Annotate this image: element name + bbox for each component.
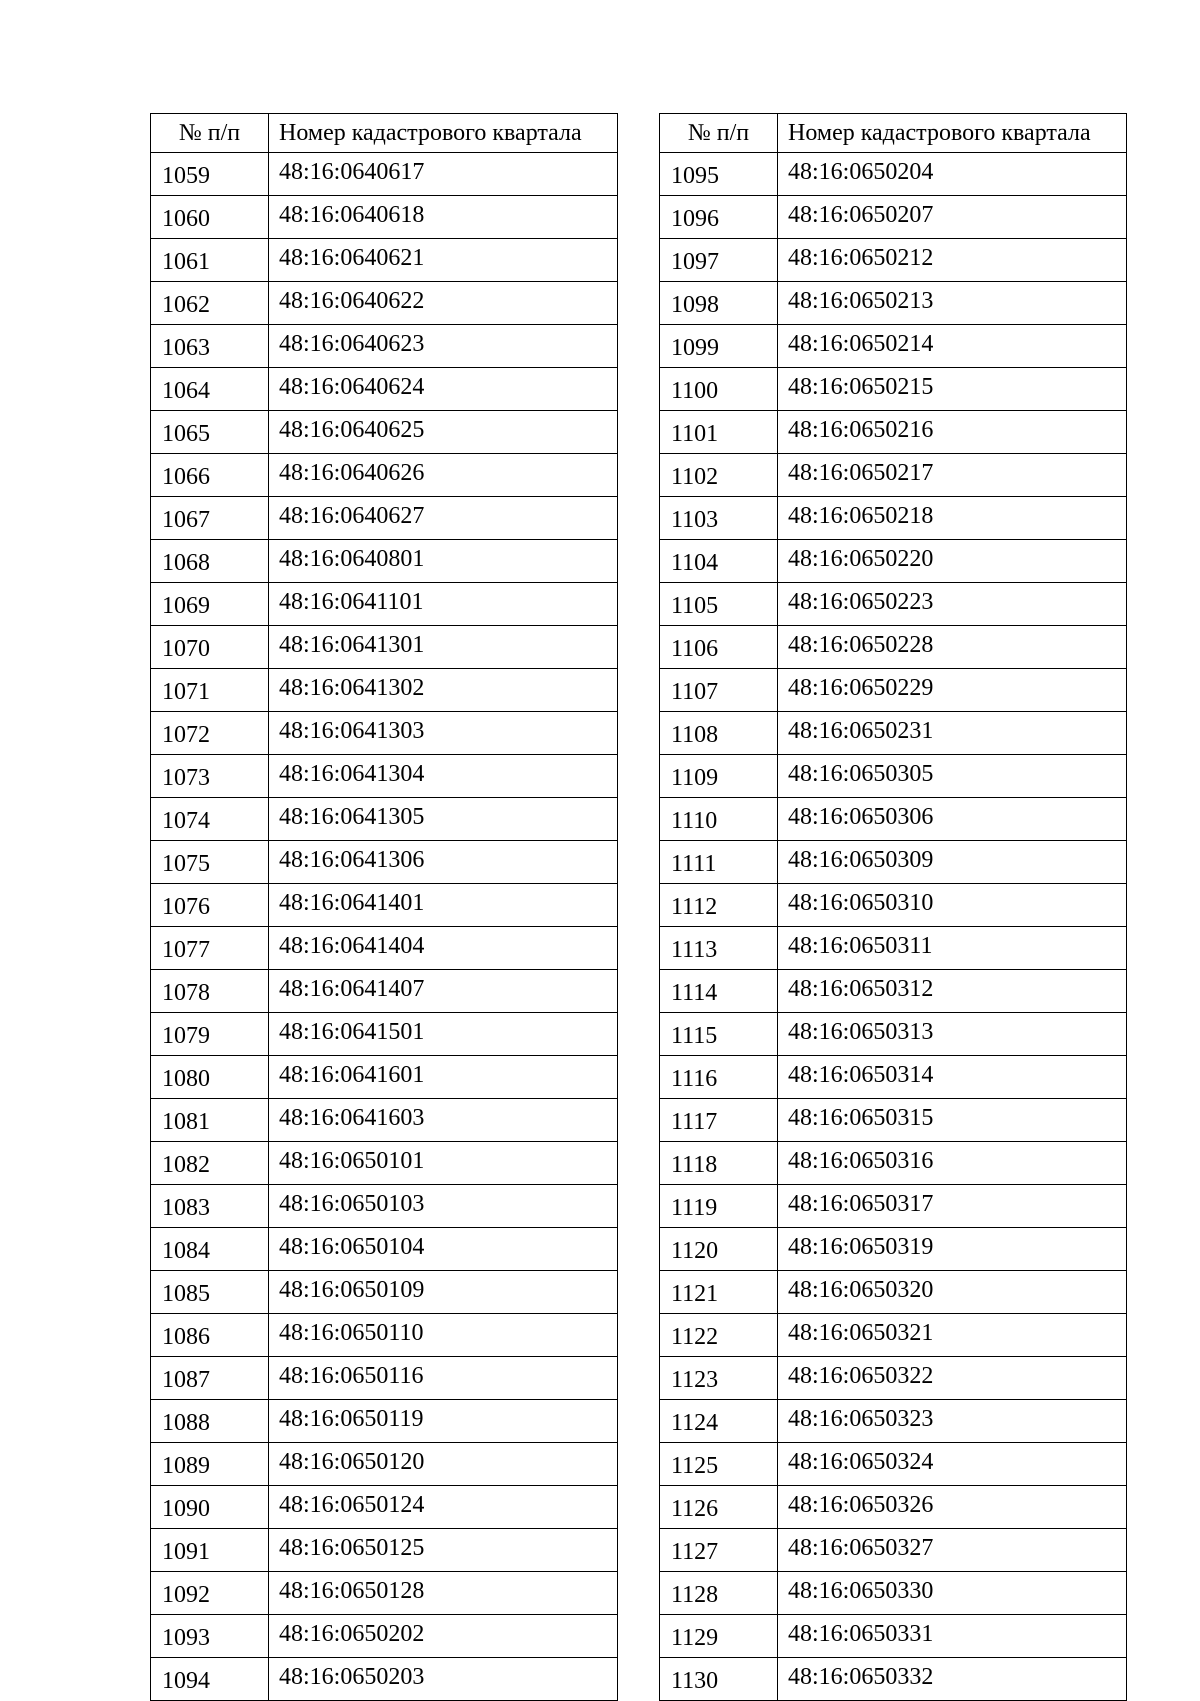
header-num: № п/п (151, 114, 269, 153)
table-row (660, 1099, 1127, 1142)
table-row (660, 497, 1127, 540)
cadastral-number: 48:16:0650207 (778, 196, 1127, 239)
cadastral-number: 48:16:0640625 (269, 411, 618, 454)
cadastral-number: 48:16:0641401 (269, 884, 618, 927)
cadastral-number: 48:16:0650327 (778, 1529, 1127, 1572)
header-cadastral-number: Номер кадастрового квартала (269, 114, 618, 153)
table-row (660, 1013, 1127, 1056)
table-row (151, 1314, 618, 1357)
row-number: 1060 (151, 196, 269, 239)
table-row (151, 325, 618, 368)
table-row (660, 1056, 1127, 1099)
cadastral-number: 48:16:0641501 (269, 1013, 618, 1056)
row-number: 1096 (660, 196, 778, 239)
row-number: 1076 (151, 884, 269, 927)
cadastral-number: 48:16:0641603 (269, 1099, 618, 1142)
row-number: 1080 (151, 1056, 269, 1099)
row-number: 1082 (151, 1142, 269, 1185)
row-number: 1089 (151, 1443, 269, 1486)
cadastral-number: 48:16:0641303 (269, 712, 618, 755)
cadastral-number: 48:16:0650317 (778, 1185, 1127, 1228)
row-number: 1124 (660, 1400, 778, 1443)
cadastral-number: 48:16:0641601 (269, 1056, 618, 1099)
table-row (660, 1443, 1127, 1486)
cadastral-table-left (150, 113, 618, 1701)
cadastral-number: 48:16:0650215 (778, 368, 1127, 411)
cadastral-number: 48:16:0650213 (778, 282, 1127, 325)
cadastral-number: 48:16:0640801 (269, 540, 618, 583)
cadastral-number: 48:16:0650305 (778, 755, 1127, 798)
row-number: 1126 (660, 1486, 778, 1529)
cadastral-number: 48:16:0650231 (778, 712, 1127, 755)
table-row (660, 1658, 1127, 1701)
table-row (660, 583, 1127, 626)
row-number: 1109 (660, 755, 778, 798)
header-cadastral-number: Номер кадастрового квартала (778, 114, 1127, 153)
row-number: 1127 (660, 1529, 778, 1572)
cadastral-number: 48:16:0650217 (778, 454, 1127, 497)
cadastral-number: 48:16:0650316 (778, 1142, 1127, 1185)
table-row (660, 626, 1127, 669)
table-row (660, 411, 1127, 454)
table-row (660, 1271, 1127, 1314)
row-number: 1062 (151, 282, 269, 325)
row-number: 1086 (151, 1314, 269, 1357)
row-number: 1125 (660, 1443, 778, 1486)
row-number: 1117 (660, 1099, 778, 1142)
cadastral-number: 48:16:0650320 (778, 1271, 1127, 1314)
cadastral-number: 48:16:0650214 (778, 325, 1127, 368)
row-number: 1115 (660, 1013, 778, 1056)
table-row (151, 755, 618, 798)
table-row (660, 669, 1127, 712)
table-row (660, 798, 1127, 841)
cadastral-number: 48:16:0641407 (269, 970, 618, 1013)
row-number: 1130 (660, 1658, 778, 1701)
cadastral-number: 48:16:0650324 (778, 1443, 1127, 1486)
cadastral-number: 48:16:0650218 (778, 497, 1127, 540)
cadastral-number: 48:16:0650119 (269, 1400, 618, 1443)
row-number: 1071 (151, 669, 269, 712)
table-row (151, 1529, 618, 1572)
table-row (660, 239, 1127, 282)
row-number: 1095 (660, 153, 778, 196)
cadastral-number: 48:16:0650110 (269, 1314, 618, 1357)
table-header-row (151, 114, 618, 153)
table-row (151, 1400, 618, 1443)
cadastral-number: 48:16:0641305 (269, 798, 618, 841)
table-row (151, 1142, 618, 1185)
table-row (660, 755, 1127, 798)
table-row (660, 282, 1127, 325)
cadastral-number: 48:16:0650312 (778, 970, 1127, 1013)
table-row (151, 239, 618, 282)
row-number: 1105 (660, 583, 778, 626)
row-number: 1102 (660, 454, 778, 497)
row-number: 1123 (660, 1357, 778, 1400)
cadastral-number: 48:16:0650313 (778, 1013, 1127, 1056)
cadastral-number: 48:16:0650306 (778, 798, 1127, 841)
header-num: № п/п (660, 114, 778, 153)
table-body-left (151, 153, 618, 1701)
cadastral-number: 48:16:0640627 (269, 497, 618, 540)
row-number: 1092 (151, 1572, 269, 1615)
cadastral-number: 48:16:0650109 (269, 1271, 618, 1314)
row-number: 1119 (660, 1185, 778, 1228)
row-number: 1072 (151, 712, 269, 755)
table-row (660, 368, 1127, 411)
table-row (151, 1486, 618, 1529)
table-row (151, 884, 618, 927)
cadastral-number: 48:16:0650323 (778, 1400, 1127, 1443)
row-number: 1118 (660, 1142, 778, 1185)
row-number: 1066 (151, 454, 269, 497)
cadastral-number: 48:16:0641306 (269, 841, 618, 884)
table-row (151, 1443, 618, 1486)
table-row (660, 1615, 1127, 1658)
row-number: 1063 (151, 325, 269, 368)
table-row (151, 626, 618, 669)
cadastral-number: 48:16:0650314 (778, 1056, 1127, 1099)
table-row (660, 884, 1127, 927)
table-row (660, 1142, 1127, 1185)
row-number: 1108 (660, 712, 778, 755)
row-number: 1101 (660, 411, 778, 454)
table-row (151, 1056, 618, 1099)
table-row (151, 411, 618, 454)
row-number: 1075 (151, 841, 269, 884)
row-number: 1061 (151, 239, 269, 282)
row-number: 1120 (660, 1228, 778, 1271)
row-number: 1112 (660, 884, 778, 927)
cadastral-number: 48:16:0650103 (269, 1185, 618, 1228)
table-row (151, 196, 618, 239)
row-number: 1079 (151, 1013, 269, 1056)
row-number: 1129 (660, 1615, 778, 1658)
cadastral-number: 48:16:0650309 (778, 841, 1127, 884)
cadastral-number: 48:16:0640622 (269, 282, 618, 325)
table-row (660, 1228, 1127, 1271)
row-number: 1107 (660, 669, 778, 712)
row-number: 1097 (660, 239, 778, 282)
table-row (660, 927, 1127, 970)
row-number: 1114 (660, 970, 778, 1013)
table-row (660, 1185, 1127, 1228)
table-row (660, 540, 1127, 583)
row-number: 1087 (151, 1357, 269, 1400)
row-number: 1103 (660, 497, 778, 540)
cadastral-number: 48:16:0650120 (269, 1443, 618, 1486)
cadastral-number: 48:16:0650116 (269, 1357, 618, 1400)
table-row (151, 497, 618, 540)
table-row (151, 1357, 618, 1400)
table-row (660, 841, 1127, 884)
table-row (151, 583, 618, 626)
table-row (151, 1271, 618, 1314)
cadastral-number: 48:16:0650228 (778, 626, 1127, 669)
row-number: 1083 (151, 1185, 269, 1228)
row-number: 1099 (660, 325, 778, 368)
row-number: 1077 (151, 927, 269, 970)
table-row (660, 1486, 1127, 1529)
cadastral-number: 48:16:0650204 (778, 153, 1127, 196)
cadastral-number: 48:16:0650322 (778, 1357, 1127, 1400)
table-row (151, 798, 618, 841)
table-row (151, 841, 618, 884)
cadastral-number: 48:16:0640623 (269, 325, 618, 368)
cadastral-number: 48:16:0641101 (269, 583, 618, 626)
row-number: 1070 (151, 626, 269, 669)
cadastral-number: 48:16:0650321 (778, 1314, 1127, 1357)
cadastral-number: 48:16:0650125 (269, 1529, 618, 1572)
table-row (151, 669, 618, 712)
table-body-right (660, 153, 1127, 1701)
row-number: 1110 (660, 798, 778, 841)
cadastral-number: 48:16:0641404 (269, 927, 618, 970)
row-number: 1128 (660, 1572, 778, 1615)
row-number: 1090 (151, 1486, 269, 1529)
table-row (151, 454, 618, 497)
table-row (151, 970, 618, 1013)
table-row (660, 712, 1127, 755)
cadastral-table-right (659, 113, 1127, 1701)
table-row (151, 1013, 618, 1056)
cadastral-number: 48:16:0650326 (778, 1486, 1127, 1529)
cadastral-number: 48:16:0640624 (269, 368, 618, 411)
table-row (660, 325, 1127, 368)
table-row (151, 927, 618, 970)
cadastral-number: 48:16:0650203 (269, 1658, 618, 1701)
row-number: 1091 (151, 1529, 269, 1572)
cadastral-number: 48:16:0650223 (778, 583, 1127, 626)
table-row (660, 196, 1127, 239)
cadastral-number: 48:16:0650229 (778, 669, 1127, 712)
cadastral-number: 48:16:0650330 (778, 1572, 1127, 1615)
row-number: 1088 (151, 1400, 269, 1443)
cadastral-number: 48:16:0650202 (269, 1615, 618, 1658)
cadastral-number: 48:16:0640626 (269, 454, 618, 497)
cadastral-number: 48:16:0640617 (269, 153, 618, 196)
cadastral-number: 48:16:0641301 (269, 626, 618, 669)
cadastral-number: 48:16:0650104 (269, 1228, 618, 1271)
table-row (660, 454, 1127, 497)
table-row (151, 1099, 618, 1142)
row-number: 1094 (151, 1658, 269, 1701)
table-row (151, 1185, 618, 1228)
table-row (660, 1314, 1127, 1357)
row-number: 1121 (660, 1271, 778, 1314)
row-number: 1073 (151, 755, 269, 798)
table-row (151, 712, 618, 755)
row-number: 1116 (660, 1056, 778, 1099)
cadastral-number: 48:16:0650101 (269, 1142, 618, 1185)
row-number: 1098 (660, 282, 778, 325)
table-row (151, 540, 618, 583)
cadastral-number: 48:16:0650311 (778, 927, 1127, 970)
table-row (660, 1400, 1127, 1443)
table-row (151, 1615, 618, 1658)
row-number: 1104 (660, 540, 778, 583)
row-number: 1069 (151, 583, 269, 626)
row-number: 1122 (660, 1314, 778, 1357)
cadastral-number: 48:16:0650319 (778, 1228, 1127, 1271)
cadastral-number: 48:16:0650332 (778, 1658, 1127, 1701)
row-number: 1106 (660, 626, 778, 669)
row-number: 1113 (660, 927, 778, 970)
table-header-row (660, 114, 1127, 153)
row-number: 1067 (151, 497, 269, 540)
row-number: 1093 (151, 1615, 269, 1658)
cadastral-number: 48:16:0650310 (778, 884, 1127, 927)
cadastral-number: 48:16:0650315 (778, 1099, 1127, 1142)
table-row (660, 1572, 1127, 1615)
table-row (151, 1658, 618, 1701)
table-row (660, 1357, 1127, 1400)
row-number: 1100 (660, 368, 778, 411)
table-row (151, 153, 618, 196)
row-number: 1068 (151, 540, 269, 583)
row-number: 1064 (151, 368, 269, 411)
cadastral-number: 48:16:0650220 (778, 540, 1127, 583)
row-number: 1081 (151, 1099, 269, 1142)
row-number: 1085 (151, 1271, 269, 1314)
cadastral-number: 48:16:0641304 (269, 755, 618, 798)
cadastral-number: 48:16:0640618 (269, 196, 618, 239)
row-number: 1059 (151, 153, 269, 196)
row-number: 1065 (151, 411, 269, 454)
table-row (151, 282, 618, 325)
row-number: 1078 (151, 970, 269, 1013)
cadastral-number: 48:16:0650216 (778, 411, 1127, 454)
cadastral-number: 48:16:0650331 (778, 1615, 1127, 1658)
table-row (660, 1529, 1127, 1572)
table-row (660, 970, 1127, 1013)
table-row (660, 153, 1127, 196)
row-number: 1084 (151, 1228, 269, 1271)
table-row (151, 1228, 618, 1271)
cadastral-number: 48:16:0650212 (778, 239, 1127, 282)
cadastral-number: 48:16:0640621 (269, 239, 618, 282)
row-number: 1074 (151, 798, 269, 841)
row-number: 1111 (660, 841, 778, 884)
cadastral-number: 48:16:0641302 (269, 669, 618, 712)
table-row (151, 368, 618, 411)
table-row (151, 1572, 618, 1615)
cadastral-number: 48:16:0650128 (269, 1572, 618, 1615)
cadastral-number: 48:16:0650124 (269, 1486, 618, 1529)
